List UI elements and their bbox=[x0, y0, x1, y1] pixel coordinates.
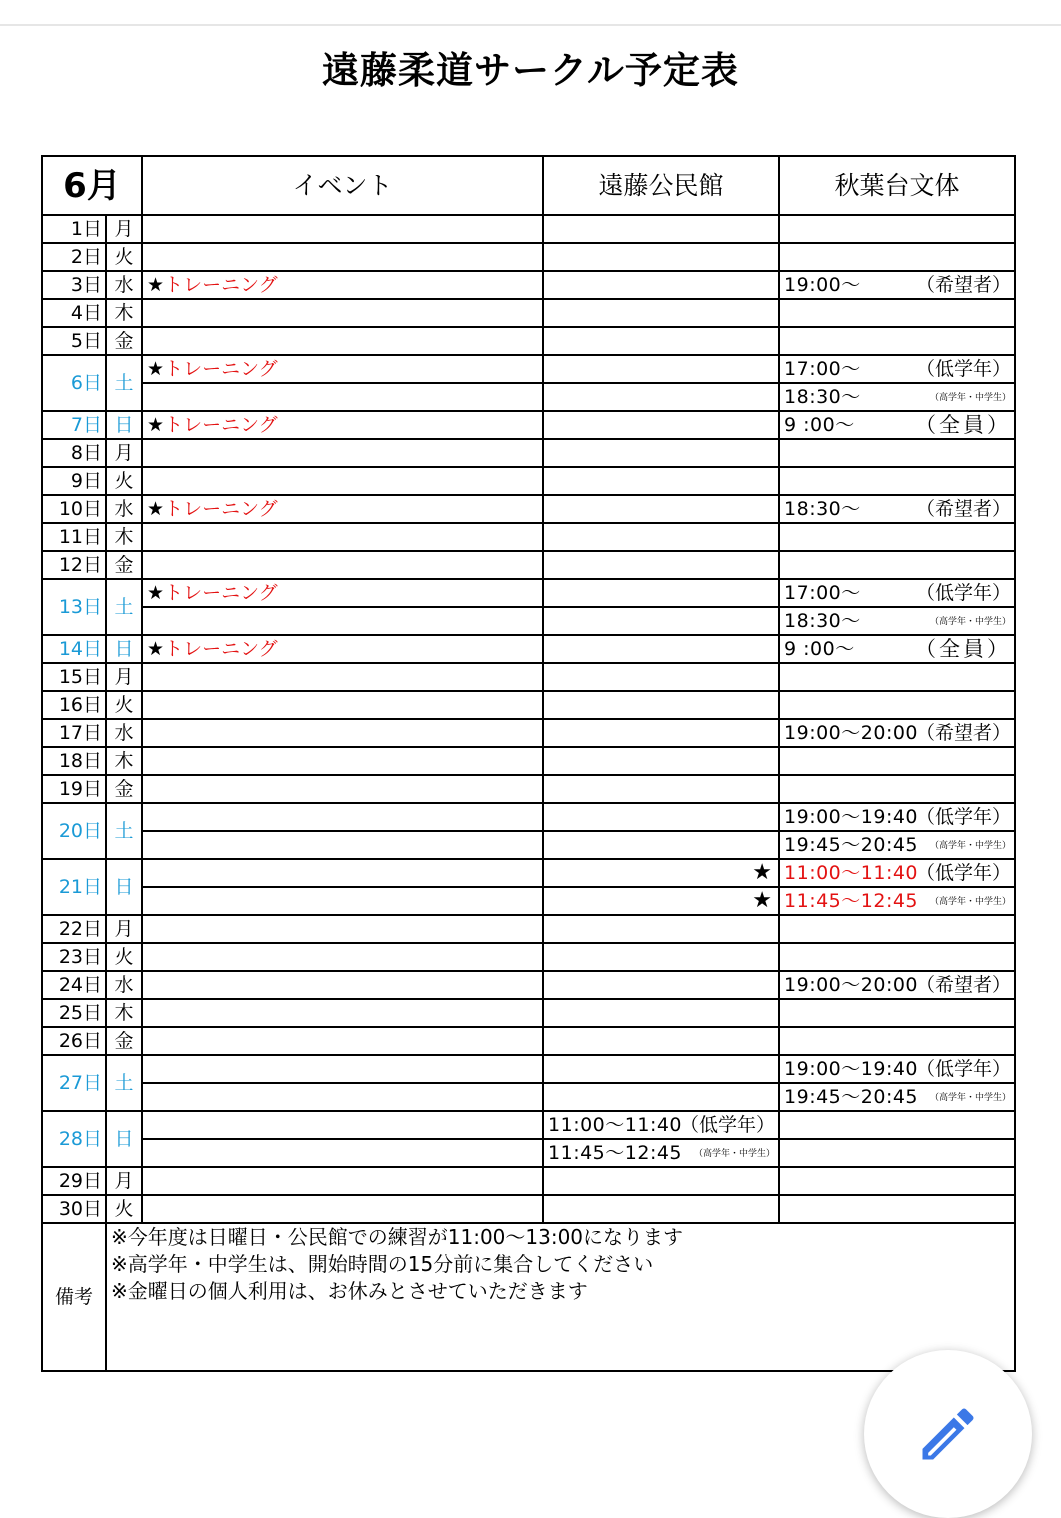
akiba-note: （低学年） bbox=[916, 1058, 1012, 1080]
table-row bbox=[42, 1139, 1015, 1167]
enkan-cell bbox=[543, 859, 779, 887]
akiba-cell bbox=[779, 1083, 1015, 1111]
event-cell bbox=[142, 719, 543, 747]
akiba-note: （高学年・中学生） bbox=[930, 841, 1012, 851]
event-cell bbox=[142, 859, 543, 887]
enkan-cell bbox=[543, 663, 779, 691]
event-star: ★ bbox=[147, 638, 165, 660]
day-cell: 11日 bbox=[42, 523, 106, 551]
weekday-cell: 木 bbox=[106, 523, 142, 551]
akiba-cell bbox=[779, 271, 1015, 299]
enkan-cell bbox=[543, 1055, 779, 1083]
akiba-cell bbox=[779, 1139, 1015, 1167]
day-cell: 25日 bbox=[42, 999, 106, 1027]
akiba-cell bbox=[779, 495, 1015, 523]
akiba-note: （希望者） bbox=[916, 498, 1012, 520]
akiba-note: （低学年） bbox=[916, 358, 1012, 380]
table-row bbox=[42, 1195, 1015, 1223]
weekday-cell: 月 bbox=[106, 215, 142, 243]
enkan-cell bbox=[543, 887, 779, 915]
table-row bbox=[42, 355, 1015, 383]
akiba-time: 19:45〜20:45 bbox=[784, 1086, 919, 1108]
top-divider bbox=[0, 24, 1061, 26]
enkan-time: 11:45〜12:45 bbox=[548, 1142, 683, 1164]
akiba-note: （高学年・中学生） bbox=[930, 617, 1012, 627]
event-cell bbox=[142, 1111, 543, 1139]
akiba-cell bbox=[779, 1055, 1015, 1083]
table-row bbox=[42, 243, 1015, 271]
akiba-cell bbox=[779, 859, 1015, 887]
day-cell: 5日 bbox=[42, 327, 106, 355]
weekday-cell: 土 bbox=[106, 355, 142, 411]
event-cell bbox=[142, 495, 543, 523]
enkan-cell bbox=[543, 1111, 779, 1139]
event-cell bbox=[142, 551, 543, 579]
akiba-cell bbox=[779, 327, 1015, 355]
weekday-cell: 火 bbox=[106, 691, 142, 719]
event-cell bbox=[142, 803, 543, 831]
day-cell: 23日 bbox=[42, 943, 106, 971]
enkan-note: （高学年・中学生） bbox=[694, 1149, 776, 1159]
akiba-header: 秋葉台文体 bbox=[779, 156, 1015, 215]
star-mark: ★ bbox=[752, 860, 773, 885]
day-cell: 28日 bbox=[42, 1111, 106, 1167]
enkan-cell bbox=[543, 971, 779, 999]
event-cell bbox=[142, 691, 543, 719]
event-star: ★ bbox=[147, 498, 165, 520]
table-row bbox=[42, 1111, 1015, 1139]
weekday-cell: 金 bbox=[106, 1027, 142, 1055]
event-cell bbox=[142, 1083, 543, 1111]
akiba-cell bbox=[779, 887, 1015, 915]
day-cell: 21日 bbox=[42, 859, 106, 915]
akiba-cell bbox=[779, 999, 1015, 1027]
table-row bbox=[42, 411, 1015, 439]
edit-fab-button[interactable] bbox=[864, 1350, 1032, 1518]
weekday-cell: 月 bbox=[106, 663, 142, 691]
akiba-cell bbox=[779, 523, 1015, 551]
akiba-time: 9 :00〜 bbox=[784, 414, 855, 436]
event-cell bbox=[142, 439, 543, 467]
event-label: トレーニング bbox=[164, 274, 278, 296]
enkan-header: 遠藤公民館 bbox=[543, 156, 779, 215]
weekday-cell: 水 bbox=[106, 271, 142, 299]
table-row bbox=[42, 887, 1015, 915]
weekday-cell: 火 bbox=[106, 467, 142, 495]
akiba-cell bbox=[779, 747, 1015, 775]
notes-cell bbox=[106, 1223, 1015, 1371]
enkan-cell bbox=[543, 775, 779, 803]
weekday-cell: 日 bbox=[106, 411, 142, 439]
weekday-cell: 火 bbox=[106, 243, 142, 271]
weekday-cell: 日 bbox=[106, 635, 142, 663]
event-cell bbox=[142, 355, 543, 383]
enkan-cell bbox=[543, 355, 779, 383]
enkan-cell bbox=[543, 271, 779, 299]
akiba-cell bbox=[779, 607, 1015, 635]
schedule-table bbox=[41, 155, 1016, 1372]
event-header: イベント bbox=[142, 156, 543, 215]
event-cell bbox=[142, 1139, 543, 1167]
table-row bbox=[42, 523, 1015, 551]
akiba-time: 17:00〜 bbox=[784, 582, 861, 604]
akiba-time: 18:30〜 bbox=[784, 610, 861, 632]
day-cell: 8日 bbox=[42, 439, 106, 467]
day-cell: 26日 bbox=[42, 1027, 106, 1055]
table-row bbox=[42, 775, 1015, 803]
enkan-cell bbox=[543, 719, 779, 747]
enkan-cell bbox=[543, 579, 779, 607]
enkan-cell bbox=[543, 635, 779, 663]
table-row bbox=[42, 971, 1015, 999]
akiba-note: （低学年） bbox=[916, 806, 1012, 828]
enkan-cell bbox=[543, 215, 779, 243]
day-cell: 20日 bbox=[42, 803, 106, 859]
event-cell bbox=[142, 299, 543, 327]
event-cell bbox=[142, 775, 543, 803]
notes-row bbox=[42, 1223, 1015, 1371]
weekday-cell: 木 bbox=[106, 747, 142, 775]
weekday-cell: 水 bbox=[106, 719, 142, 747]
weekday-cell: 土 bbox=[106, 579, 142, 635]
akiba-cell bbox=[779, 243, 1015, 271]
akiba-cell bbox=[779, 355, 1015, 383]
akiba-note: （高学年・中学生） bbox=[930, 393, 1012, 403]
day-cell: 4日 bbox=[42, 299, 106, 327]
akiba-cell bbox=[779, 1111, 1015, 1139]
akiba-cell bbox=[779, 663, 1015, 691]
event-cell bbox=[142, 635, 543, 663]
table-row bbox=[42, 327, 1015, 355]
akiba-time: 17:00〜 bbox=[784, 358, 861, 380]
akiba-time: 18:30〜 bbox=[784, 386, 861, 408]
weekday-cell: 火 bbox=[106, 1195, 142, 1223]
event-cell bbox=[142, 747, 543, 775]
event-cell bbox=[142, 1055, 543, 1083]
enkan-cell bbox=[543, 299, 779, 327]
akiba-cell bbox=[779, 467, 1015, 495]
pencil-icon bbox=[914, 1400, 982, 1468]
akiba-time: 19:00〜20:00 bbox=[784, 974, 919, 996]
enkan-note: （低学年） bbox=[680, 1114, 776, 1136]
event-cell bbox=[142, 467, 543, 495]
table-row bbox=[42, 579, 1015, 607]
day-cell: 17日 bbox=[42, 719, 106, 747]
table-row bbox=[42, 831, 1015, 859]
table-row bbox=[42, 1027, 1015, 1055]
enkan-cell bbox=[543, 831, 779, 859]
enkan-cell bbox=[543, 1139, 779, 1167]
weekday-cell: 金 bbox=[106, 327, 142, 355]
event-cell bbox=[142, 411, 543, 439]
akiba-cell bbox=[779, 775, 1015, 803]
event-cell bbox=[142, 1027, 543, 1055]
table-header bbox=[42, 156, 1015, 215]
table-row bbox=[42, 215, 1015, 243]
event-cell bbox=[142, 1167, 543, 1195]
akiba-cell bbox=[779, 915, 1015, 943]
akiba-cell bbox=[779, 803, 1015, 831]
akiba-cell bbox=[779, 383, 1015, 411]
akiba-cell bbox=[779, 299, 1015, 327]
table-row bbox=[42, 915, 1015, 943]
table-row bbox=[42, 1055, 1015, 1083]
akiba-cell bbox=[779, 579, 1015, 607]
day-cell: 14日 bbox=[42, 635, 106, 663]
page-title: 遠藤柔道サークル予定表 bbox=[322, 49, 739, 92]
weekday-cell: 木 bbox=[106, 299, 142, 327]
weekday-cell: 金 bbox=[106, 775, 142, 803]
table-row bbox=[42, 691, 1015, 719]
event-star: ★ bbox=[147, 274, 165, 296]
akiba-note: （低学年） bbox=[916, 582, 1012, 604]
day-cell: 24日 bbox=[42, 971, 106, 999]
table-row bbox=[42, 663, 1015, 691]
enkan-cell bbox=[543, 523, 779, 551]
table-row bbox=[42, 299, 1015, 327]
day-cell: 13日 bbox=[42, 579, 106, 635]
akiba-note: （高学年・中学生） bbox=[930, 1093, 1012, 1103]
note-line: ※今年度は日曜日・公民館での練習が11:00〜13:00になります bbox=[111, 1225, 684, 1249]
weekday-cell: 日 bbox=[106, 1111, 142, 1167]
enkan-cell bbox=[543, 943, 779, 971]
event-label: トレーニング bbox=[164, 498, 278, 520]
table-row bbox=[42, 467, 1015, 495]
day-cell: 7日 bbox=[42, 411, 106, 439]
akiba-time: 19:00〜 bbox=[784, 274, 861, 296]
event-cell bbox=[142, 663, 543, 691]
enkan-cell bbox=[543, 411, 779, 439]
enkan-cell bbox=[543, 327, 779, 355]
note-line: ※金曜日の個人利用は、お休みとさせていただきます bbox=[111, 1279, 588, 1303]
enkan-cell bbox=[543, 1083, 779, 1111]
table-row bbox=[42, 495, 1015, 523]
day-cell: 22日 bbox=[42, 915, 106, 943]
table-row bbox=[42, 439, 1015, 467]
akiba-time: 11:00〜11:40 bbox=[784, 862, 919, 884]
weekday-cell: 土 bbox=[106, 1055, 142, 1111]
akiba-cell bbox=[779, 215, 1015, 243]
enkan-cell bbox=[543, 467, 779, 495]
enkan-cell bbox=[543, 915, 779, 943]
akiba-note: （希望者） bbox=[916, 274, 1012, 296]
enkan-cell bbox=[543, 1195, 779, 1223]
weekday-cell: 日 bbox=[106, 859, 142, 915]
table-row bbox=[42, 943, 1015, 971]
event-cell bbox=[142, 523, 543, 551]
akiba-time: 19:00〜20:00 bbox=[784, 722, 919, 744]
event-cell bbox=[142, 243, 543, 271]
enkan-cell bbox=[543, 243, 779, 271]
akiba-cell bbox=[779, 943, 1015, 971]
star-mark: ★ bbox=[752, 888, 773, 913]
event-cell bbox=[142, 971, 543, 999]
event-cell bbox=[142, 327, 543, 355]
akiba-time: 19:00〜19:40 bbox=[784, 1058, 919, 1080]
event-label: トレーニング bbox=[164, 582, 278, 604]
enkan-cell bbox=[543, 1167, 779, 1195]
akiba-cell bbox=[779, 691, 1015, 719]
akiba-note: （希望者） bbox=[916, 722, 1012, 744]
table-row bbox=[42, 1083, 1015, 1111]
day-cell: 19日 bbox=[42, 775, 106, 803]
enkan-cell bbox=[543, 607, 779, 635]
akiba-note: （全員） bbox=[915, 637, 1012, 661]
table-row bbox=[42, 383, 1015, 411]
day-cell: 18日 bbox=[42, 747, 106, 775]
day-cell: 16日 bbox=[42, 691, 106, 719]
akiba-cell bbox=[779, 1167, 1015, 1195]
event-star: ★ bbox=[147, 414, 165, 436]
day-cell: 30日 bbox=[42, 1195, 106, 1223]
event-cell bbox=[142, 383, 543, 411]
event-label: トレーニング bbox=[164, 414, 278, 436]
weekday-cell: 水 bbox=[106, 495, 142, 523]
event-label: トレーニング bbox=[164, 358, 278, 380]
day-cell: 27日 bbox=[42, 1055, 106, 1111]
table-row bbox=[42, 719, 1015, 747]
notes-label: 備考 bbox=[42, 1223, 106, 1371]
event-cell bbox=[142, 943, 543, 971]
akiba-note: （全員） bbox=[915, 413, 1012, 437]
enkan-cell bbox=[543, 1027, 779, 1055]
event-label: トレーニング bbox=[164, 638, 278, 660]
akiba-cell bbox=[779, 551, 1015, 579]
event-cell bbox=[142, 831, 543, 859]
weekday-cell: 金 bbox=[106, 551, 142, 579]
month-label: 6月 bbox=[42, 156, 142, 215]
event-cell bbox=[142, 215, 543, 243]
weekday-cell: 月 bbox=[106, 1167, 142, 1195]
akiba-cell bbox=[779, 971, 1015, 999]
akiba-note: （低学年） bbox=[916, 862, 1012, 884]
day-cell: 29日 bbox=[42, 1167, 106, 1195]
enkan-time: 11:00〜11:40 bbox=[548, 1114, 683, 1136]
table-row bbox=[42, 747, 1015, 775]
table-row bbox=[42, 999, 1015, 1027]
enkan-cell bbox=[543, 551, 779, 579]
table-row bbox=[42, 635, 1015, 663]
enkan-cell bbox=[543, 747, 779, 775]
table-row bbox=[42, 859, 1015, 887]
weekday-cell: 木 bbox=[106, 999, 142, 1027]
akiba-time: 18:30〜 bbox=[784, 498, 861, 520]
weekday-cell: 火 bbox=[106, 943, 142, 971]
event-cell bbox=[142, 607, 543, 635]
akiba-time: 19:00〜19:40 bbox=[784, 806, 919, 828]
table-row bbox=[42, 607, 1015, 635]
enkan-cell bbox=[543, 803, 779, 831]
weekday-cell: 月 bbox=[106, 439, 142, 467]
akiba-cell bbox=[779, 411, 1015, 439]
event-cell bbox=[142, 999, 543, 1027]
day-cell: 3日 bbox=[42, 271, 106, 299]
enkan-cell bbox=[543, 691, 779, 719]
event-cell bbox=[142, 579, 543, 607]
enkan-cell bbox=[543, 999, 779, 1027]
event-star: ★ bbox=[147, 582, 165, 604]
table-row bbox=[42, 271, 1015, 299]
day-cell: 12日 bbox=[42, 551, 106, 579]
day-cell: 15日 bbox=[42, 663, 106, 691]
note-line: ※高学年・中学生は、開始時間の15分前に集合してください bbox=[111, 1252, 654, 1276]
enkan-cell bbox=[543, 495, 779, 523]
day-cell: 6日 bbox=[42, 355, 106, 411]
event-cell bbox=[142, 915, 543, 943]
weekday-cell: 水 bbox=[106, 971, 142, 999]
akiba-time: 9 :00〜 bbox=[784, 638, 855, 660]
event-cell bbox=[142, 271, 543, 299]
event-cell bbox=[142, 1195, 543, 1223]
table-row bbox=[42, 1167, 1015, 1195]
weekday-cell: 土 bbox=[106, 803, 142, 859]
enkan-cell bbox=[543, 439, 779, 467]
akiba-cell bbox=[779, 831, 1015, 859]
akiba-cell bbox=[779, 1195, 1015, 1223]
akiba-cell bbox=[779, 1027, 1015, 1055]
akiba-time: 11:45〜12:45 bbox=[784, 890, 919, 912]
day-cell: 9日 bbox=[42, 467, 106, 495]
table-row bbox=[42, 803, 1015, 831]
event-star: ★ bbox=[147, 358, 165, 380]
table-row bbox=[42, 551, 1015, 579]
day-cell: 2日 bbox=[42, 243, 106, 271]
akiba-note: （高学年・中学生） bbox=[930, 897, 1012, 907]
akiba-note: （希望者） bbox=[916, 974, 1012, 996]
weekday-cell: 月 bbox=[106, 915, 142, 943]
event-cell bbox=[142, 887, 543, 915]
akiba-cell bbox=[779, 719, 1015, 747]
day-cell: 10日 bbox=[42, 495, 106, 523]
akiba-cell bbox=[779, 635, 1015, 663]
day-cell: 1日 bbox=[42, 215, 106, 243]
enkan-cell bbox=[543, 383, 779, 411]
akiba-cell bbox=[779, 439, 1015, 467]
akiba-time: 19:45〜20:45 bbox=[784, 834, 919, 856]
